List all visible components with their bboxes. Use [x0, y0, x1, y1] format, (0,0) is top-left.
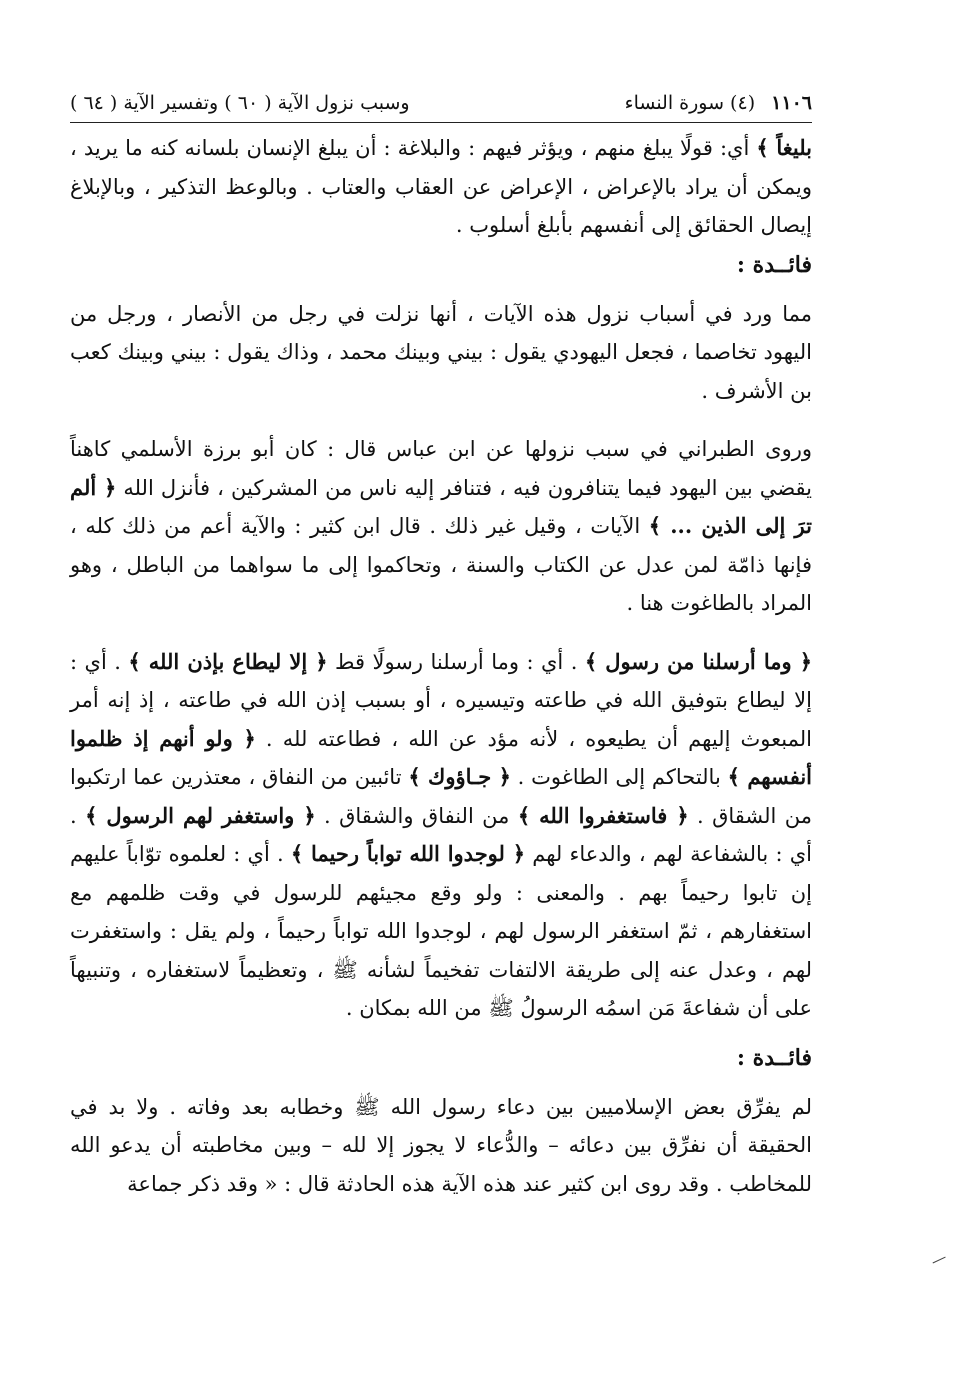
tafsir-text: . أي : لعلموه توّاباً عليهم إن تابوا رحيماً بهم . والمعنى : ولو وقع مجيئهم للرسول في وقت ظلمهم مع استغفارهم ، ثمّ استغفر الرسول لهم ، لوجدوا الله تواباً رحيماً ، ولم يقل : واستغفرت لهم ، وعدل عنه إلى طريقة الالتفات تفخيماً لشأنه ﷺ ، وتعظيماً لاستغفاره ، وتنبيهاً على أن شفاعةَ مَن اسمُه الرسولُ ﷺ من الله بمكان . [70, 842, 812, 1020]
quran-quote: ﴿ جـاؤوك ﴾ [408, 764, 511, 789]
running-header [70, 92, 812, 123]
quran-quote: ﴿ فاستغفروا الله ﴾ [517, 802, 689, 828]
intro-paragraph [70, 129, 812, 245]
quran-term: بليغاً ﴾ [756, 135, 812, 160]
page-number: ١١٠٦ [771, 92, 812, 114]
tafsir-paragraph [70, 643, 812, 1028]
tafsir-text: بالتحاكم إلى الطاغوت . [510, 765, 728, 789]
benefit-paragraph-2 [70, 430, 812, 623]
benefit-heading-2: فائــدة : [736, 1044, 812, 1071]
book-page [70, 92, 812, 1203]
tafsir-text: من النفاق والشقاق . [315, 803, 518, 828]
para2-text-a: وروى الطبراني في سبب نزولها عن ابن عباس قال : كان أبو برزة الأسلمي كاهناً يقضي بين اليهود فيما يتنافرون فيه ، فتنافر إليه ناس من المشركين ، فأنزل الله [70, 437, 812, 500]
intro-text: أي: قولًا يبلغ منهم ، ويؤثر فيهم : والبلاغة : أن يبلغ الإنسان بلسانه كنه ما يريد ، ويمكن أن يراد بالإعراض ، الإعراض عن العقاب والعتاب . وبالوعظ التذكير ، وبالإبلاغ إيصال الحقائق إلى أنفسهم بأبلغ أسلوب . [70, 136, 812, 237]
header-right [625, 92, 812, 114]
quran-quote: ﴿ ألم ترَ إلى الذين ... ﴾ [70, 474, 812, 538]
surah-name: (٤) سورة النساء [624, 92, 756, 114]
benefit-paragraph-3: لم يفرِّق بعض الإسلاميين بين دعاء رسول الله ﷺ وخطابه بعد وفاته . ولا بد في الحقيقة أن نفرِّق بين دعائه – والدُّعاء لا يجوز إلا لله – وبين مخاطبته أن يدعو الله للمخاطب . وقد روى ابن كثير عند هذه الآية هذه الحادثة قال : « وقد ذكر جماعة [70, 1094, 812, 1196]
quran-quote: ﴿ واستغفر لهم الرسول ﴾ [85, 802, 316, 828]
header-topic: وسبب نزول الآية ( ٦٠ ) وتفسير الآية ( ٦٤ ) [70, 92, 410, 114]
page-body [70, 129, 812, 1203]
benefit-paragraph-1: مما ورد في أسباب نزول هذه الآيات ، أنها نزلت في رجل من الأنصار ، ورجل من اليهود تخاصما ، فجعل اليهودي يقول : بيني وبينك محمد ، وذاك يقول : بيني وبينك كعب بن الأشرف . [70, 301, 812, 403]
tafsir-text: . أي : إلا ليطاع بتوفيق الله في طاعته وتيسيره ، أو بسبب إذن الله في طاعته ، إذ إنه أمر المبعوث إليهم أن يطيعوه ، لأنه مؤد عن الله ، فطاعته لله . [70, 649, 812, 751]
benefit-heading-1: فائــدة : [736, 251, 812, 278]
quran-quote: ﴿ وما أرسلنا من رسول ﴾ [584, 648, 812, 674]
quran-quote: ﴿ ولو أنهم إذ ظلموا أنفسهم ﴾ [70, 725, 813, 789]
quran-quote: ﴿ لوجدوا الله تواباً رحيما ﴾ [290, 841, 526, 866]
tafsir-text: . أي : وما أرسلنا رسولًا قط [327, 649, 585, 674]
tafsir-text: تائبين من النفاق ، معتذرين عما ارتكبوا من الشقاق . [70, 765, 813, 828]
margin-pencil-mark [928, 1248, 945, 1264]
para2-text-c: الآيات ، وقيل غير ذلك . قال ابن كثير : والآية أعم من ذلك كله ، فإنها ذامّة لمن عدل عن الكتاب والسنة ، وتحاكموا إلى ما سواهما من الباطل ، وهو المراد بالطاغوت هنا . [70, 514, 812, 615]
quran-quote: ﴿ إلا ليطاع بإذن الله ﴾ [128, 648, 328, 674]
tafsir-text: . أي : بالشفاعة لهم ، والدعاء لهم [70, 803, 812, 866]
